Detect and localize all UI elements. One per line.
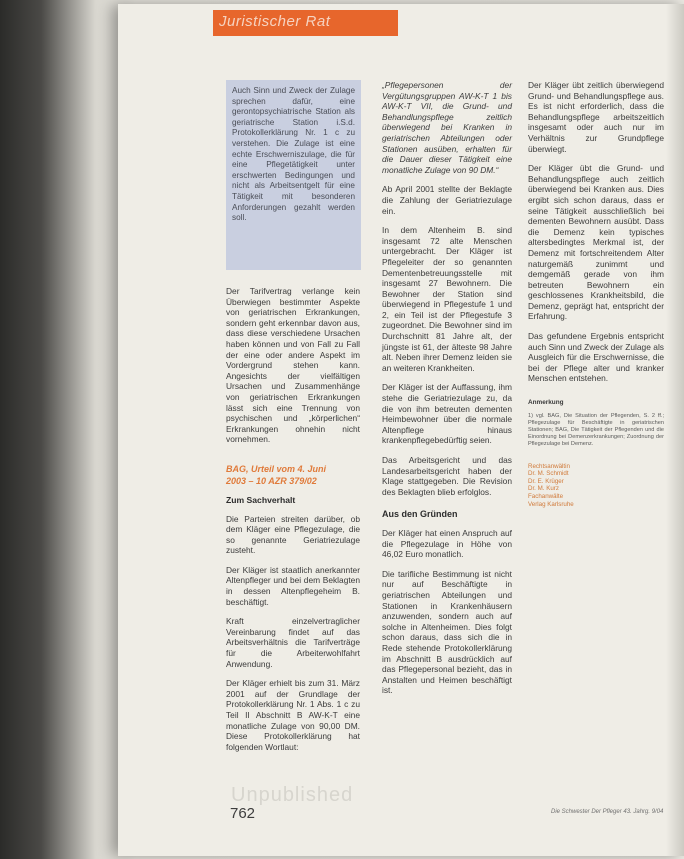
paragraph: Die tarifliche Bestimmung ist nicht nur auf Beschäftigte in geriatrischen Abteilungen und Stationen in Krankenhäusern anzuwenden, sondern auch auf solche in Altenheimen. Dies folgt schon daraus, dass sich die in Rede stehende Protokollerklärung im Abschnitt B ausdrücklich auf das Pflegepersonal bezieht, das in Anstalten und Heimen beschäftigt ist. [382,568,512,696]
column-right [528,80,664,508]
section-header-bar [213,10,398,36]
paragraph: Der Kläger ist staatlich anerkannter Altenpfleger und bei dem Beklagten in dessen Altenpflegeheim B. beschäftigt. [226,564,360,607]
ruling-heading-line-2: 2003 – 10 AZR 379/02 [226,475,317,486]
paragraph: Der Kläger ist der Auffassung, ihm stehe die Geriatriezulage zu, da die von ihm betreuten dementen Heimbewohner über die normale Altenpflege hinaus krankenpflegebedürftig seien. [382,382,512,446]
quote: „Pflegepersonen der Vergütungsgruppen AW-K-T 1 bis AW-K-T VII, die Grund- und Behandlungspflege zeitlich überwiegend bei Kranken in geriatrischen Abteilungen oder Stationen ausüben, erhalten für die Dauer dieser Tätigkeit eine monatliche Zulage von 90 DM.“ [382,80,512,175]
paragraph: Der Tarifvertrag verlange kein Überwiegen bestimmter Aspekte von geriatrischen Erkrankungen, sondern geht erkennbar davon aus, dass diese verschiedene Ursachen haben können und von Fall zu Fall der eine oder andere Aspekt im Vordergrund stehen kann. Angesichts der vielfältigen Ursachen und Zusammenhänge von geriatrischen Erkrankungen lässt sich eine Trennung von psychischen und „körperlichen“ Erkrankungen ohnehin nicht vornehmen. [226,286,360,445]
paragraph: Ab April 2001 stellte der Beklagte die Zahlung der Geriatriezulage ein. [382,184,512,216]
paragraph: In dem Altenheim B. sind insgesamt 72 alte Menschen untergebracht. Der Kläger ist Pflegeleiter der so genannten Dementenbetreuungsstelle mit insgesamt 27 Bewohnern. Die Bewohner der Station sind überwiegend in Pflegestufe 1 und 2, ein Teil ist der Pflegestufe 3 zugeordnet. Die Bewohner sind im Durchschnitt 81 Jahre alt, der jüngste ist 61, der älteste 98 Jahre alt. Neben ihrer Demenz leiden sie an weiteren Krankheiten. [382,225,512,373]
highlight-box-text: Auch Sinn und Zweck der Zulage sprechen dafür, eine gerontopsychiatrische Station als geriatrische Station i.S.d. Protokollerklärung Nr. 1 c zu verstehen. Die Zulage ist eine echte Erschwerniszulage, die für eine Pflegetätigkeit unter erschwerten Bedingungen und nicht als Arbeitsentgelt für eine Tätigkeit mit besonderen Anforderungen gezahlt werden soll. [232,86,355,223]
column-left [226,286,360,761]
paragraph: Kraft einzelvertraglicher Vereinbarung findet auf das Arbeitsverhältnis die Tarifverträge für die Arbeiterwohlfahrt Anwendung. [226,616,360,669]
paragraph: Die Parteien streiten darüber, ob dem Kläger eine Pflegezulage, die so genannte Geriatriezulage zusteht. [226,513,360,556]
paragraph: Der Kläger übt zeitlich überwiegend Grund- und Behandlungspflege aus. Es ist nicht erforderlich, dass die Behandlungspflege arbeitszeitlich insgesamt oder auch nur im Verhältnis zur Grundpflege überwiegt. [528,80,664,154]
page-number: 762 [230,805,256,822]
ruling-heading-line-1: BAG, Urteil vom 4. Juni [226,463,327,474]
paragraph: Der Kläger erhielt bis zum 31. März 2001 auf der Grundlage der Protokollerklärung Nr. 1 Abs. 1 c zu Teil II Abschnitt B AW-K-T eine monatliche Zulage von 90,00 DM. Diese Protokollerklärung hat folgenden Wortlaut: [226,678,360,752]
ruling-heading [226,463,360,487]
section-title: Juristischer Rat [219,13,331,30]
section-heading: Aus den Gründen [382,509,458,520]
highlight-box [226,80,361,270]
paragraph: Das Arbeitsgericht und das Landesarbeitsgericht haben der Klage stattgegeben. Die Revision des Beklagten blieb erfolglos. [382,455,512,497]
scan-edge-shadow [666,4,684,856]
watermark-text: Unpublished [231,784,354,806]
document-page [118,4,684,856]
author-contact: Rechtsanwältin Dr. M. Schmidt Dr. E. Krüger Dr. M. Kurz Fachanwälte Verlag Karlsruhe [528,462,574,508]
paragraph: Der Kläger übt die Grund- und Behandlungspflege auch zeitlich überwiegend bei Kranken aus. Dies ergibt sich schon daraus, dass er seine Tätigkeit ausschließlich bei dementen Bewohnern ausübt. Dass die Demenz kein typisches altersbedingtes Merkmal ist, der Demenz mit fortschreitendem Alter naturgemäß zunimmt und demgemäß gerade von ihm betreuten Bewohnern ein geschlossenes Krankheitsbild, die Demenz, geprägt hat, entspricht der Erfahrung. [528,163,664,322]
column-middle [382,80,512,705]
notes-heading: Anmerkung [528,399,564,407]
journal-footer: Die Schwester Der Pfleger 43. Jahrg. 9/04 [551,809,664,815]
paragraph: Das gefundene Ergebnis entspricht auch Sinn und Zweck der Zulage als Ausgleich für die Erschwernisse, die bei der Pflege alter und kranker Menschen entstehen. [528,331,664,384]
subheading: Zum Sachverhalt [226,494,296,505]
paragraph: Der Kläger hat einen Anspruch auf die Pflegezulage in Höhe von 46,02 Euro monatlich. [382,527,512,560]
notes-text: 1) vgl. BAG, Die Situation der Pflegenden, S. 2 ff.; Pflegezulage für Beschäftigte in geriatrischen Stationen; BAG, Die Tätigkeit der Pflegenden und die Einordnung bei Demenzerkrankungen; Zuordnung der Pflegezulage bei Demenz. [528,412,664,448]
